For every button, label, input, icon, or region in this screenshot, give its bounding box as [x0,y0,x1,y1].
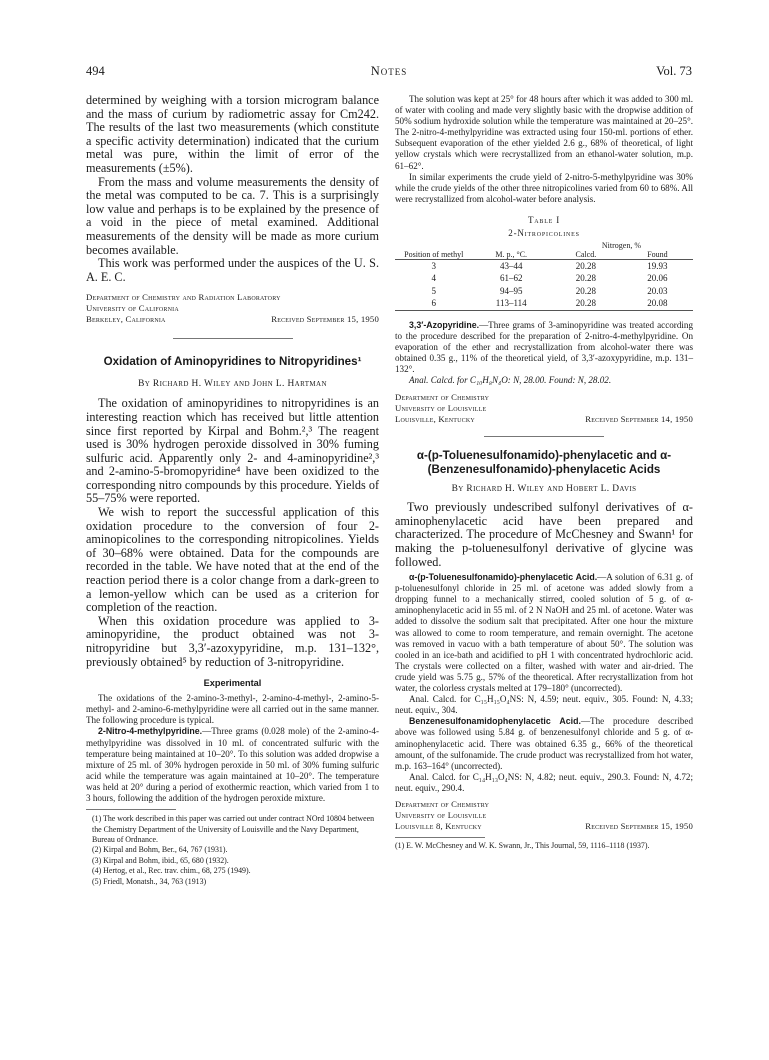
affiliation-university: University of Louisville [395,403,487,414]
col-position: Position of methyl [404,249,464,259]
page-number: 494 [86,64,105,78]
analysis-1: Anal. Calcd. for C₁₀H₈N₄O: N, 28.00. Found: N, 28.02. [409,375,612,386]
benzenesulfonamido-paragraph: Benzenesulfonamidophenylacetic Acid.—The procedure described above was followed using 5.84 g. of benzenesulfonyl chloride and 5 g. of α-aminophenylacetic acid. There was obtained 6.35 g., 66% of the theoretical amount, of the sulfonamide. The crude product was recrystallized from hot water, m.p. 163–164° (uncorrected). [395,716,693,771]
compound-name: 3,3′-Azopyridine. [409,319,480,330]
curium-paragraph-1: determined by weighing with a torsion microgram balance and the mass of curium by radiometric assay for Cm242. The results of the last two measurements (which constitute a specific activity determination) indicated that the curium metal was pure, within the limit of error of the measurements (±5%). [86,93,379,175]
article-byline-2: By Richard H. Wiley and Hobert L. Davis [451,484,637,495]
article-title-2: α-(p-Toluenesulfonamido)-phenylacetic and α- (Benzenesulfonamido)-phenylacetic Acids [416,449,672,477]
article-byline: By Richard H. Wiley and John L. Hartman [138,379,327,390]
affiliation-block-1 [86,292,379,325]
compound-name: α-(p-Toluenesulfonamido)-phenylacetic Acid. [409,572,598,583]
procedure-continuation: The solution was kept at 25° for 48 hours after which it was added to 300 ml. of water with cooling and made very slightly basic with the dropwise addition of 50% sodium hydroxide solution while the temperature was maintained at 20–25°. The 2-nitro-4-methylpyridine was extracted using four 150-ml. portions of ether. Subsequent evaporation of the ether yielded 2.6 g., 68% of theoretical, of light yellow crystals which were recrystallized from an ethanol-water solution, m.p. 61–62°. [395,94,693,171]
affiliation-university: University of California [86,303,179,314]
footnote-3: (3) Kirpal and Bohm, ibid., 65, 680 (1932). [92,855,229,865]
running-header [86,64,692,80]
intro-paragraph-1: The oxidation of aminopyridines to nitropyridines is an interesting reaction which has received but little attention since first reported by Kirpal and Bohm.²,³ The reagent used is 30% hydrogen peroxide dissolved in 30% fuming sulfuric acid. Apparently only 2- and 4-aminopyridine²,³ and 2-amino-5-bromopyridine⁴ have been oxidized to the corresponding nitro compounds by this procedure. Yields of 55–75% were reported. [86,396,379,506]
intro-paragraph-2: We wish to report the successful application of this oxidation procedure to the conversion of four 2-aminopicolines to the corresponding nitropicolines. Yields of 30–68% were obtained. Data for the compounds are recorded in the table. We have noted that at the end of the reaction period there is a color change from a dark-green to a lemon-yellow which can be used as a criterion for completion of the reaction. [86,505,379,615]
azopyridine-paragraph: 3,3′-Azopyridine.—Three grams of 3-aminopyridine was treated according to the procedure described for the preparation of 2-nitro-4-methylpyridine. On evaporation of the ether and recrystallization from alcohol-water there was obtained 0.35 g., 11% of the theoretical yield, of 3,3′-azoxypyridine, m.p. 131–132°. [395,319,693,374]
footnote-1: (1) The work described in this paper was carried out under contract NOrd 10804 between the Chemistry Department of the University of Louisville and the Navy Department, Bureau of Ordnance. [92,814,375,844]
footnote-2: (2) Kirpal and Bohm, Ber., 64, 767 (1931). [92,845,228,855]
col-mp: M. p., °C. [495,249,528,259]
article-separator [484,436,604,437]
affiliation-city: Louisville, Kentucky [395,414,475,425]
footnote-rule [395,837,485,838]
section-title: Notes [370,64,408,78]
footnote-5: (5) Friedl, Monatsh., 34, 763 (1913) [92,876,207,886]
received-date: Received September 14, 1950 [585,414,693,425]
footnote-rule [86,809,176,810]
left-column [86,94,379,887]
analysis-2: Anal. Calcd. for C₁₅H₁₅O₄NS: N, 4.59; neut. equiv., 305. Found: N, 4.33; neut. equiv., 304. [395,694,693,716]
col-nitrogen: Nitrogen, % [601,240,642,250]
received-date: Received September 15, 1950 [585,820,693,831]
affiliation-city: Louisville 8, Kentucky [395,820,482,831]
intro-paragraph-3: When this oxidation procedure was applied to 3-aminopyridine, the product obtained was not 3-nitropyridine but 3,3′-azoxypyridine, m.p. 131–132°, previously obtained⁵ by reduction of 3-nitropyridine. [86,613,379,669]
affiliation-block-3 [395,799,693,832]
affiliation-city: Berkeley, California [86,314,166,325]
col-found: Found [647,249,668,259]
table-row: 5 94–95 20.28 20.03 [431,285,668,296]
analysis-3: Anal. Calcd. for C₁₄H₁₃O₄NS: N, 4.82; neut. equiv., 290.3. Found: N, 4.72; neut. equiv., 290.4. [395,771,693,793]
compound-name: 2-Nitro-4-methylpyridine. [98,726,203,737]
table-subcaption: 2-Nitropicolines [508,227,580,238]
article-separator [173,338,293,339]
table-row: 3 43–44 20.28 19.93 [431,260,668,271]
nitropicolines-table [395,241,693,311]
experimental-heading: Experimental [203,678,262,689]
toluenesulfonamido-paragraph: α-(p-Toluenesulfonamido)-phenylacetic Acid.—A solution of 6.31 g. of p-toluenesulfonyl chloride in 25 ml. of acetone was added slowly from a dropping funnel to a mechanically stirred, cooled solution of 5 g. of α-aminophenylacetic acid in 55 ml. of 2 N NaOH and 25 ml. of acetone. Water was added to dissolve the sodium salt that precipitated. After one hour the mixture was allowed to come to room temperature, and remain overnight. The acetone was removed in vacuo with a bath temperature of about 50°. The solution was cooled in an ice-bath and acidified to pH 1 with concentrated hydrochloric acid. The crystals were collected on a filter, washed with water and air-dried. The crude yield was 5.75 g., 57% of the theoretical. After recrystallization from hot water, the colorless crystals melted at 179–180° (uncorrected). [395,572,693,694]
affiliation-university: University of Louisville [395,809,487,820]
affiliation-block-2 [395,392,693,425]
curium-paragraph-2: From the mass and volume measurements the density of the metal was computed to be ca. 7. This is a surprisingly low value and perhaps is to be explained by the presence of a void in the piece of metal examined. Additional measurements of the density will be made as more curium becomes available. [86,174,379,257]
similar-experiments: In similar experiments the crude yield of 2-nitro-5-methylpyridine was 30% while the crude yields of the other three nitropicolines varied from 60 to 68%. All were recrystallized from alcohol-water before analysis. [395,171,693,204]
footnote-4: (4) Hertog, et al., Rec. trav. chim., 68, 275 (1949). [92,866,251,876]
table-caption: Table I [527,214,560,225]
table-row: 6 113–114 20.28 20.08 [431,298,668,309]
affiliation-department: Department of Chemistry [395,392,490,403]
curium-acknowledgement: This work was performed under the auspices of the U. S. A. E. C. [86,256,379,284]
footnote-mcchesney: (1) E. W. McChesney and W. K. Swann, Jr., This Journal, 59, 1116–1118 (1937). [395,840,650,850]
experimental-paragraph-1: The oxidations of the 2-amino-3-methyl-, 2-amino-4-methyl-, 2-amino-5-methyl- and 2-amino-6-methylpyridine were all carried out in the same manner. The following procedure is typical. [86,693,379,726]
volume-number: Vol. 73 [656,64,692,78]
table-row: 4 61–62 20.28 20.06 [431,273,668,284]
compound-name: Benzenesulfonamidophenylacetic Acid. [409,716,581,727]
intro-paragraph: Two previously undescribed sulfonyl derivatives of α-aminophenylacetic acid have been prepared and characterized. The procedure of McChesney and Swann¹ for making the p-toluenesulfonyl derivative of glycine was followed. [395,500,693,569]
right-column [395,94,693,851]
affiliation-department: Department of Chemistry [395,798,490,809]
table-header-row [395,241,693,250]
footnotes [86,814,379,887]
affiliation-department: Department of Chemistry and Radiation Laboratory [86,292,281,303]
experimental-paragraph-2: 2-Nitro-4-methylpyridine.—Three grams (0.028 mole) of the 2-amino-4-methylpyridine was dissolved in 10 ml. of concentrated sulfuric with the temperature being maintained at 10–20°. To this solution was added dropwise a mixture of 25 ml. of 30% hydrogen peroxide in 50 ml. of 30% fuming sulfuric acid while the temperature was again maintained at 10–20°. The temperature was held at 20° during a period of exothermic reaction, which varied from 1 to 3 hours, following the addition of the hydrogen peroxide mixture. [86,726,379,804]
received-date: Received September 15, 1950 [271,314,379,325]
col-calcd: Calcd. [575,249,597,259]
article-title: Oxidation of Aminopyridines to Nitropyridines¹ [103,355,362,369]
